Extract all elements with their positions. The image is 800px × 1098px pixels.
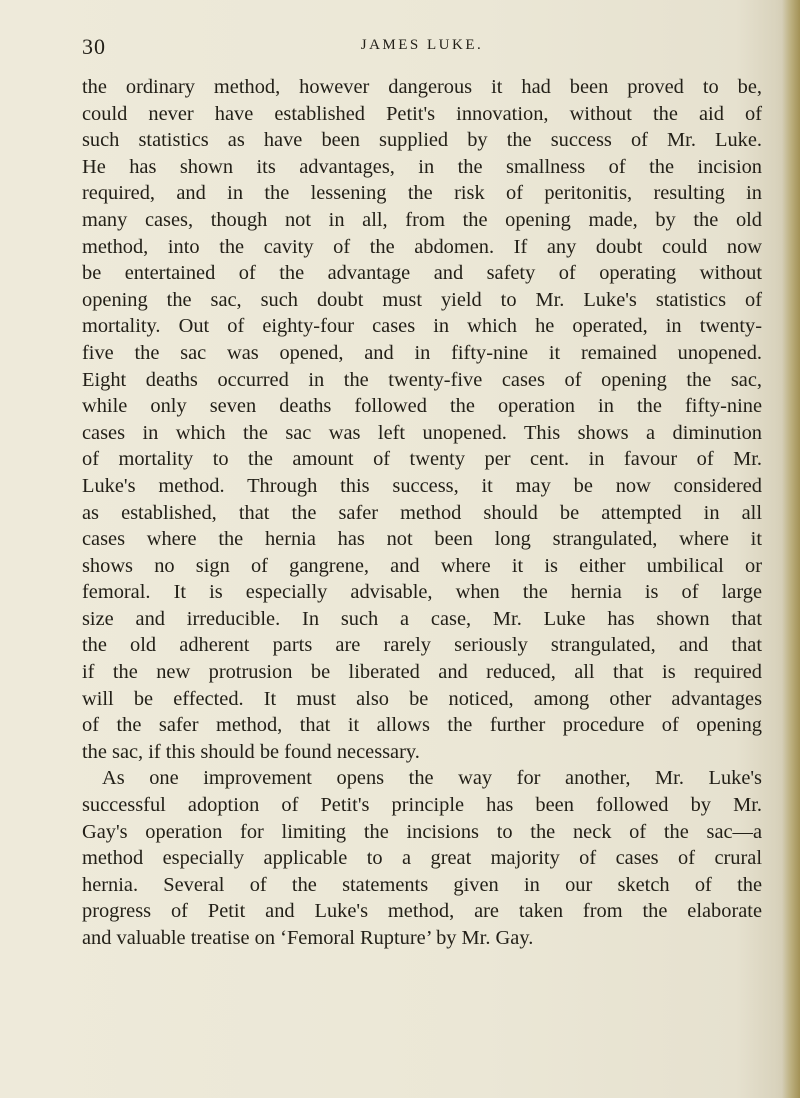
paragraph-end-line: the sac, if this should be found necessary. (82, 740, 420, 763)
text-line: the old adherent parts are rarely seriously strangulated, and that (82, 634, 762, 657)
text-line: cases where the hernia has not been long strangulated, where it (82, 528, 762, 551)
text-line: shows no sign of gangrene, and where it is either umbilical or (82, 554, 762, 577)
text-line: of mortality to the amount of twenty per cent. in favour of Mr. (82, 448, 762, 471)
text-line: if the new protrusion be liberated and reduced, all that is required (82, 661, 762, 684)
text-line: as established, that the safer method should be attempted in all (82, 501, 762, 524)
text-line: of the safer method, that it allows the further procedure of opening (82, 714, 762, 737)
paragraph-start-line: As one improvement opens the way for another, Mr. Luke's (102, 767, 762, 790)
text-line: size and irreducible. In such a case, Mr. Luke has shown that (82, 607, 762, 630)
page-edge-shadow (782, 0, 800, 1098)
text-line: five the sac was opened, and in fifty-nine it remained unopened. (82, 341, 762, 364)
page-header (82, 34, 762, 64)
running-head: JAMES LUKE. (360, 37, 484, 53)
text-line: required, and in the lessening the risk of peritonitis, resulting in (82, 182, 762, 205)
text-line: He has shown its advantages, in the smallness of the incision (82, 155, 762, 178)
text-line: progress of Petit and Luke's method, are taken from the elaborate (82, 900, 762, 923)
body-text (82, 74, 762, 952)
paragraph-end-line: and valuable treatise on ‘Femoral Rupture’ by Mr. Gay. (82, 927, 534, 949)
text-line: Eight deaths occurred in the twenty-five cases of opening the sac, (82, 368, 762, 391)
text-line: femoral. It is especially advisable, when the hernia is of large (82, 581, 762, 604)
text-line: such statistics as have been supplied by the success of Mr. Luke. (82, 129, 762, 152)
text-line: hernia. Several of the statements given in our sketch of the (82, 873, 762, 896)
text-line: cases in which the sac was left unopened. This shows a diminution (82, 421, 762, 444)
text-line: while only seven deaths followed the operation in the fifty-nine (82, 395, 762, 418)
text-line: method, into the cavity of the abdomen. If any doubt could now (82, 235, 762, 258)
text-line: Gay's operation for limiting the incisions to the neck of the sac—a (82, 820, 762, 843)
text-line: successful adoption of Petit's principle has been followed by Mr. (82, 794, 762, 817)
text-line: will be effected. It must also be noticed, among other advantages (82, 687, 762, 710)
text-line: be entertained of the advantage and safety of operating without (82, 262, 762, 285)
text-line: Luke's method. Through this success, it may be now considered (82, 474, 762, 497)
text-line: could never have established Petit's innovation, without the aid of (82, 102, 762, 125)
text-line: method especially applicable to a great majority of cases of crural (82, 847, 762, 870)
text-line: the ordinary method, however dangerous it had been proved to be, (82, 76, 762, 98)
text-line: mortality. Out of eighty-four cases in which he operated, in twenty- (82, 315, 762, 338)
page-number: 30 (82, 34, 106, 59)
text-line: opening the sac, such doubt must yield to Mr. Luke's statistics of (82, 288, 762, 311)
text-line: many cases, though not in all, from the opening made, by the old (82, 208, 762, 231)
